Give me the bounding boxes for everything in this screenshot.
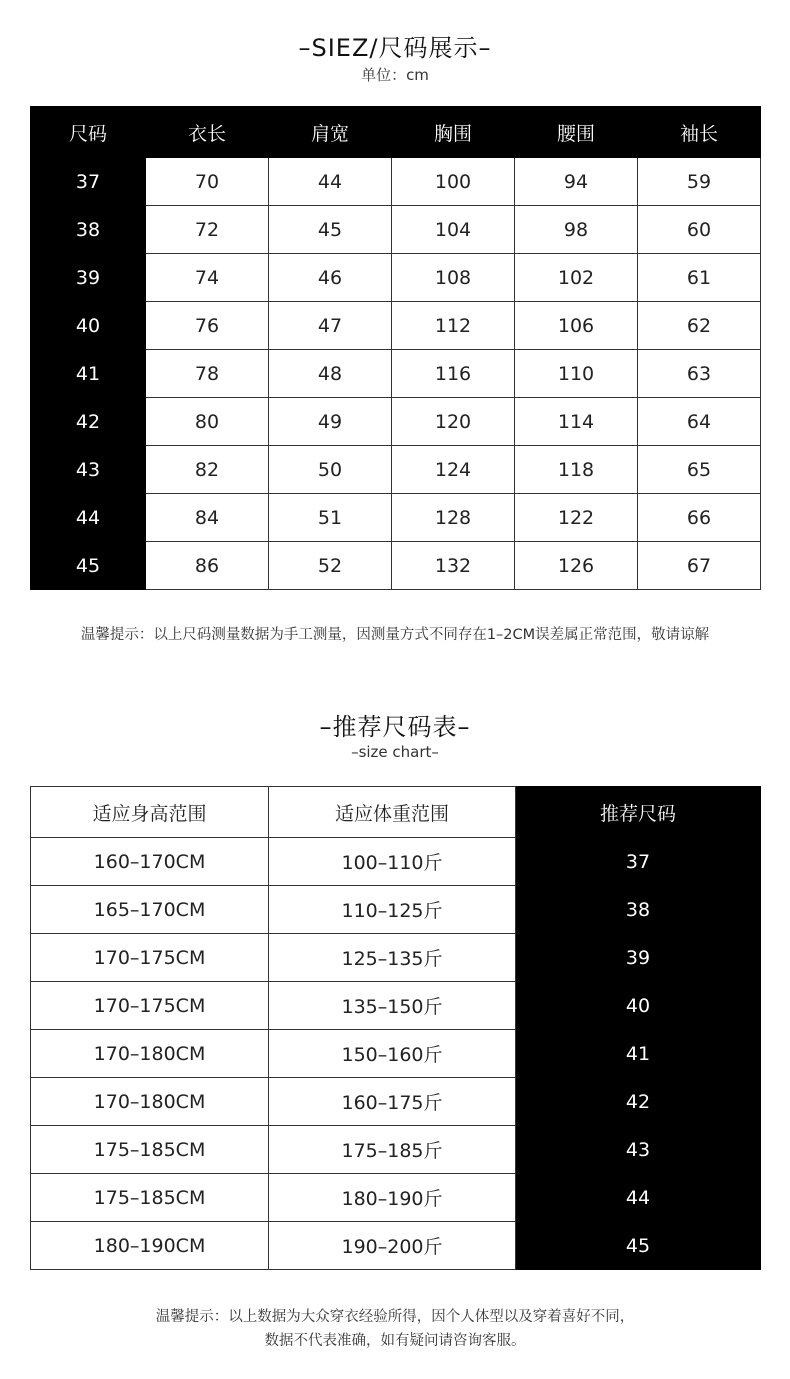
table-cell: 104 <box>392 206 515 254</box>
table-cell: 44 <box>516 1174 761 1222</box>
table-cell: 175–185CM <box>31 1126 269 1174</box>
table-row <box>31 1078 761 1126</box>
table-cell: 94 <box>515 158 638 206</box>
column-header: 尺码 <box>31 107 146 158</box>
table-cell: 170–175CM <box>31 982 269 1030</box>
table-cell: 38 <box>516 886 761 934</box>
table-cell: 59 <box>638 158 761 206</box>
table-cell: 98 <box>515 206 638 254</box>
table-cell: 128 <box>392 494 515 542</box>
table-cell: 49 <box>269 398 392 446</box>
table-cell: 125–135斤 <box>269 934 516 982</box>
table-cell: 170–180CM <box>31 1030 269 1078</box>
table-cell: 180–190斤 <box>269 1174 516 1222</box>
size-measurement-table <box>30 106 761 590</box>
table-cell: 45 <box>269 206 392 254</box>
table-cell: 190–200斤 <box>269 1222 516 1270</box>
table-cell: 64 <box>638 398 761 446</box>
measurement-note: 温馨提示：以上尺码测量数据为手工测量，因测量方式不同存在1–2CM误差属正常范围，敬请谅解 <box>80 627 710 643</box>
table-cell: 74 <box>146 254 269 302</box>
table-cell: 118 <box>515 446 638 494</box>
table-cell: 180–190CM <box>31 1222 269 1270</box>
table-cell: 165–170CM <box>31 886 269 934</box>
column-header: 腰围 <box>515 107 638 158</box>
table-cell: 51 <box>269 494 392 542</box>
table-cell: 37 <box>516 838 761 886</box>
table-cell: 45 <box>31 542 146 590</box>
table-cell: 76 <box>146 302 269 350</box>
table-cell: 126 <box>515 542 638 590</box>
table-cell: 86 <box>146 542 269 590</box>
table-cell: 82 <box>146 446 269 494</box>
table-cell: 43 <box>31 446 146 494</box>
table-cell: 122 <box>515 494 638 542</box>
table-row <box>31 494 761 542</box>
table-cell: 175–185CM <box>31 1174 269 1222</box>
table-row <box>31 1174 761 1222</box>
table-cell: 42 <box>516 1078 761 1126</box>
table-cell: 70 <box>146 158 269 206</box>
table-row <box>31 398 761 446</box>
table-row <box>31 302 761 350</box>
table-row <box>31 158 761 206</box>
table-cell: 44 <box>31 494 146 542</box>
table-row <box>31 206 761 254</box>
table-cell: 66 <box>638 494 761 542</box>
table-cell: 100–110斤 <box>269 838 516 886</box>
table-cell: 46 <box>269 254 392 302</box>
table-cell: 160–175斤 <box>269 1078 516 1126</box>
table-cell: 110–125斤 <box>269 886 516 934</box>
column-header: 胸围 <box>392 107 515 158</box>
table-row <box>31 886 761 934</box>
table-cell: 120 <box>392 398 515 446</box>
table-cell: 100 <box>392 158 515 206</box>
table-row <box>31 542 761 590</box>
table-cell: 175–185斤 <box>269 1126 516 1174</box>
table-cell: 45 <box>516 1222 761 1270</box>
column-header: 袖长 <box>638 107 761 158</box>
recommended-size-table <box>30 786 761 1270</box>
table-row <box>31 1126 761 1174</box>
table-cell: 60 <box>638 206 761 254</box>
size-chart-subtitle: –size chart– <box>351 743 439 761</box>
table-cell: 41 <box>31 350 146 398</box>
table-cell: 132 <box>392 542 515 590</box>
table-cell: 42 <box>31 398 146 446</box>
table-row <box>31 446 761 494</box>
table-cell: 102 <box>515 254 638 302</box>
table-cell: 170–180CM <box>31 1078 269 1126</box>
table-cell: 40 <box>31 302 146 350</box>
table-cell: 67 <box>638 542 761 590</box>
table-cell: 170–175CM <box>31 934 269 982</box>
table-cell: 84 <box>146 494 269 542</box>
column-header: 推荐尺码 <box>516 787 761 838</box>
table-cell: 39 <box>516 934 761 982</box>
table-cell: 39 <box>31 254 146 302</box>
table-header-row <box>31 107 761 158</box>
table-cell: 40 <box>516 982 761 1030</box>
table-cell: 135–150斤 <box>269 982 516 1030</box>
table-cell: 72 <box>146 206 269 254</box>
table-cell: 116 <box>392 350 515 398</box>
column-header: 适应体重范围 <box>269 787 516 838</box>
table-cell: 106 <box>515 302 638 350</box>
table-cell: 44 <box>269 158 392 206</box>
recommended-size-title: –推荐尺码表– <box>319 713 471 741</box>
table-cell: 65 <box>638 446 761 494</box>
recommendation-note-line1: 温馨提示：以上数据为大众穿衣经验所得，因个人体型以及穿着喜好不同， <box>155 1309 635 1325</box>
table-cell: 160–170CM <box>31 838 269 886</box>
table-cell: 47 <box>269 302 392 350</box>
table-cell: 37 <box>31 158 146 206</box>
column-header: 衣长 <box>146 107 269 158</box>
table-row <box>31 934 761 982</box>
table-cell: 150–160斤 <box>269 1030 516 1078</box>
table-row <box>31 1030 761 1078</box>
table-cell: 62 <box>638 302 761 350</box>
table-cell: 110 <box>515 350 638 398</box>
table-cell: 80 <box>146 398 269 446</box>
table-row <box>31 350 761 398</box>
table-cell: 48 <box>269 350 392 398</box>
table-cell: 52 <box>269 542 392 590</box>
table-row <box>31 254 761 302</box>
recommendation-note-line2: 数据不代表准确，如有疑问请咨询客服。 <box>264 1333 526 1349</box>
table-row <box>31 838 761 886</box>
table-cell: 114 <box>515 398 638 446</box>
unit-label: 单位：cm <box>361 66 429 84</box>
table-cell: 112 <box>392 302 515 350</box>
size-display-title: –SIEZ/尺码展示– <box>298 34 492 62</box>
table-cell: 50 <box>269 446 392 494</box>
table-header-row <box>31 787 761 838</box>
table-cell: 38 <box>31 206 146 254</box>
table-cell: 61 <box>638 254 761 302</box>
table-cell: 41 <box>516 1030 761 1078</box>
column-header: 适应身高范围 <box>31 787 269 838</box>
column-header: 肩宽 <box>269 107 392 158</box>
table-row <box>31 982 761 1030</box>
table-cell: 124 <box>392 446 515 494</box>
table-cell: 78 <box>146 350 269 398</box>
table-cell: 43 <box>516 1126 761 1174</box>
table-row <box>31 1222 761 1270</box>
table-cell: 63 <box>638 350 761 398</box>
table-cell: 108 <box>392 254 515 302</box>
